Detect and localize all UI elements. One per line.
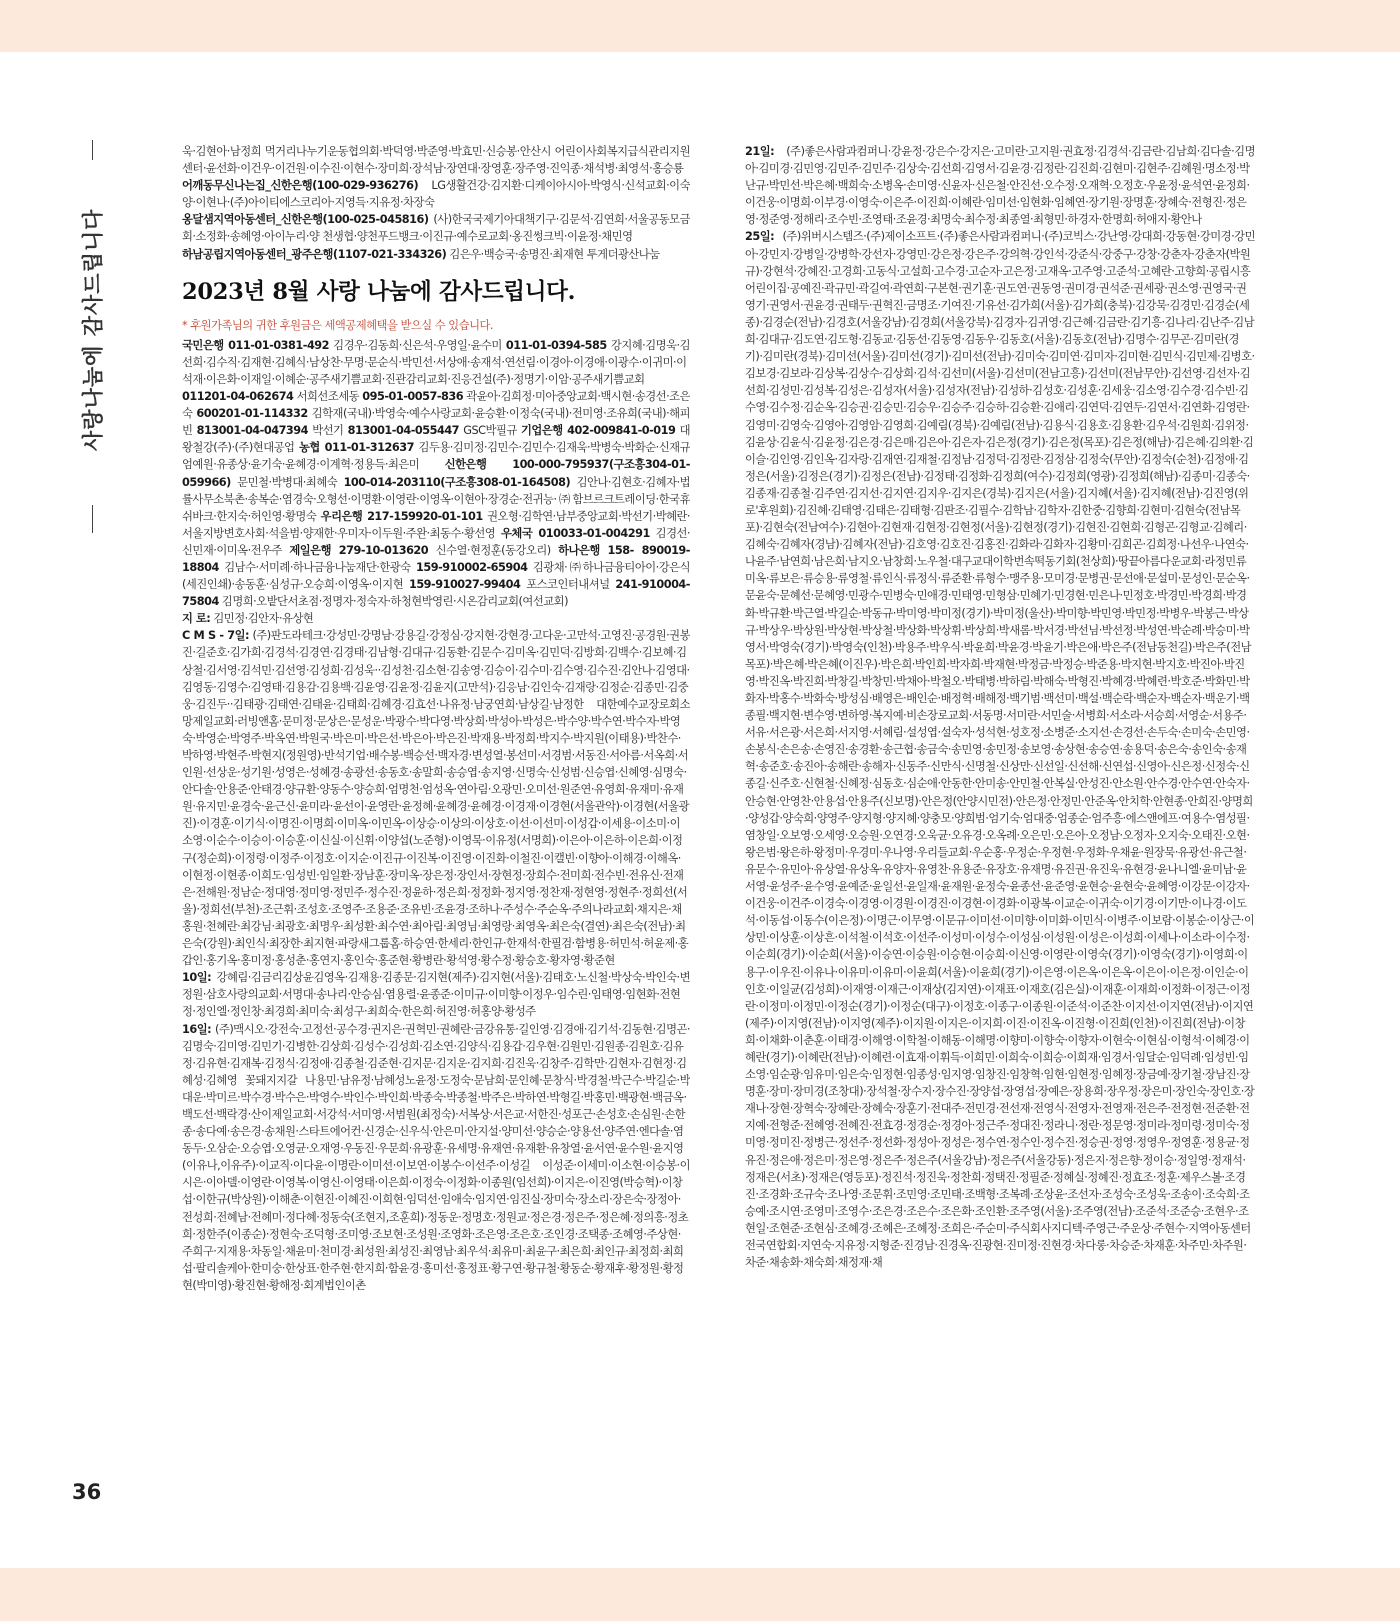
tax-notice: * 후원가족님의 귀한 후원금은 세액공제혜택을 받으실 수 있습니다. (182, 318, 494, 332)
intro-paragraph: 하남공립지역아동센터_광주은행(1107-021-334326) 김은우·백승국·송명진·최재현 투게더광산나눔 (182, 247, 660, 261)
intro-paragraph: 어깨동무신나는집_신한은행(100-029-936276) LG생활건강·김지환·디케이아시아·박영식·신석교회·이숙양·이현나·(주)아이티에스코리아·지영득·지유정·차장숙 (182, 179, 690, 210)
side-rule-top (92, 140, 93, 160)
cms-7-paragraph: C M S - 7일: (주)판도라테크·강성민·강명남·강용길·강정심·강지현·강현경·고다운·고만석·고영진·공경원·권봉진·길준호·김가희·김경석·김경연·김경태·김남형·김대규·김동환·김문수·김미옥·김민덕·김방희·김백수·김보혜·김상철·김서영·김석민·김선영·김성희·김성욱··김성천·김소현·김송영·김승이·김수미·김수영·김수진·김안나·김영대·김영동·김영수·김영태·김용감·김용백·김윤영·김윤정·김윤지(고만석)·김응남·김인숙·김재랑·김정순·김종민·김중웅·김진두··김태광·김태연·김태윤·김태희·김혜경·김효선·나유정·남궁연희·남상길·남정한 대한예수교장로회소망제일교회·러빙앤홈·문미정·문상은·문성운·박광수·박다영·박상희·박성아·박성은·박수양·박수연·박수자·박영숙·박영순·박영주·박옥연·박원국·박은미·박은선·박은아·박은진·박재용·박정희·박지수·박지원(이태용)·박찬수·박하영·박현주·박현지(정원영)·반석기업·배수봉·백승선·백자경·변성열·봉선미·서경범·서동진·서아름·서옥희·서인원·선상운·성기원·성영은·성혜경·송광선·송동호·송말희·송승엽·송지영·신명숙·신성범·신승엽·신혜영·심명숙·안다솔·안용준·안태경·양규환·양동수·양승희·엄명천·엄성옥·연아림·오광민·오미선·원준연·유영희·유재미·유재원·유지민·윤경숙·윤근신·윤미라·윤선이·윤영란·윤정혜·윤혜경·윤혜경·이경재·이경현(서울관악)·이경현(서울광진)·이경훈·이기식·이명진·이명희·이미옥·이민옥·이상승·이상의·이상호·이선·이선미·이성갑·이세용·이소미·이소영·이순수·이승이·이승훈·이신실·이신휘·이양섭(노준형)·이영묵·이유정(서명희)·이은아·이은하·이은희·이정구(정순희)·이정령·이정주·이정호·이지순·이진규·이진복·이진영·이진화·이철진·이캘빈·이향아·이해경·이해옥·이현정·이현종·이희도·임성빈·임일환·장남훈·장미옥·장은정·장인서·장현정·장희수·전미희·전수빈·전유신·전재은·전해원·정남순·정대영·정미영·정민주·정수진·정윤하·정은희·정정화·정지영·정찬재·정현영·정현주·정희선(서울)·정희선(부천)·조근휘·조성호·조영주·조용준·조유빈·조윤경·조하나·주성수·주순옥·주의나라교회·채지은·채홍원·천혜란·최강님·최광호·최명우·최성환·최수연·최아림·최영님·최영랑·최영옥·최은숙(결연)·최은숙(전남)·최은숙(강원)·최인식·최장한·최지현·파랑새그룹홈·하승연·한세리·한인규·한재석·한필검·함병용·허민석·허윤제·홍갑인·홍기옥·홍미정·홍성춘·홍연지·홍인숙·홍준현·황병란·황석영·황수정·황승호·황자영·황준현 (182, 629, 690, 968)
bank-donors-paragraph: 국민은행 011-01-0381-492 김경우·김동희·신은석·우영일·윤수미 011-01-0394-585 강지혜·김명욱·김선희·김수직·김재현·김혜식·남상찬·무명·문순식·박민선·서상애·송재석·연선림·이경아·이경애·이광수·이귀미·이석재·이은화·이재일·이혜순·공주새기쁨교회·진관감리교회·진응건설(주)·정명기·이암·공주새기쁨교회 011201-04-062674 서희선조세동 095-01-0057-836 곽윤아·김희정·미아중앙교회·백시현·송경선·조은숙 600201-01-114332 김학재(국내)·박영숙·예수사랑교회·윤승환·이정숙(국내)·전미영·조유희(국내)·해피빈 813001-04-047394 박선기 813001-04-055447 GSC박필규 기업은행 402-009841-0-019 대왕철강(주)·(주)현대공업 농협 011-01-312637 김두용·김미정·김민수·김민수·김재욱·박병숙·박화순·신재규 엄예원·유종상·윤기숙·윤혜경·이계혁·정용득·최은미 신한은행 100-000-795937(구조흥304-01-059966) 문민철·박병대·최혜숙 100-014-203110(구조흥308-01-164508) 김안나·김현호·김혜자·법률사무소북촌·송복순·염경숙·오형선·이명환·이영란·이영옥·이현아·장경순·전귀능·㈜함브르크트레이딩·한국휴쉬바크·한지숙·허인영·황명숙 우리은행 217-159920-01-101 권오형·김학연·남부중앙교회·박선기·박혜란·서울지방변호사회·석을범·양재한·우미자·이두원·주완·최동수·황선영 우체국 010033-01-004291 김경선·신민재·이미옥·전우주 제일은행 279-10-013620 신수열·현정훈(동강오리) 하나은행 158- 890019-18804 김남수·서미례·하나금융나눔재단·한광숙 159-910002-65904 김광채·㈜하나금융티아이·강은식(세진인쇄)·송동훈·심성규·오승희·이영옥·이지현 159-910027-99404 포스코인터내셔널 241-910004-75804 김명희·오밭단서초점·정명자·정숙자·하청현박영린·시온감리교회(여선교회) (182, 338, 690, 609)
intro-paragraph: 욱·김현아·남정희 먹거리나누기운동협의회·박덕영·박준영·박효민·신승봉·안산시 어린이사회복지급식관리지원센터·윤선화·이건우·이건원·이수진·이현수·장미희·장석남·장연대·장영훈·장주영·진익종·채석병·최영석·홍승룡 (182, 145, 690, 176)
main-title: 2023년 8월 사랑 나눔에 감사드립니다. (182, 278, 576, 305)
cms-21-paragraph: 21일: (주)좋은사람과컴퍼니·강윤정·강은수·강지은·고미란·고지원·권효정·김경석·김금란·김남희·김다솔·김명아·김미경·김민영·김민주·김민주·김상숙·김선희·김영서·김윤경·김정란·김진희·김현미·김현주·김혜원·명소정·박난규·박민선·박은혜·백희숙·소병옥·손미영·신윤자·신은철·안진선·오수정·오재혁·오정호·우윤정·윤석연·윤정희·이건웅·이명희·이부경·이영숙·이은주·이진희·이혜란·임미선·임현화·임혜연·장기원·장명훈·장혜숙·전형진·정은영·정준영·정해리·조수빈·조영태·조윤경·최명숙·최수정·최종열·최형민·하경자·한명희·허애지·황안나 (745, 145, 1255, 227)
cms-10-paragraph: 10일: 강혜림·김금리김상윤김영옥·김재용·김종문·김지현(제주)·김지현(서울)·김태호·노신철·박상숙·박인숙·변정원·삼호사랑의교회·서명대·송나리·안승심·염용렬·윤종준·이미규·이미향·이정우·임수린·임태영·임현화·전현정·정인엘·정인창·최경희·최미숙·최성구·최희숙·한은희·허진영·허홍양·황성주 (182, 971, 690, 1019)
top-band (0, 0, 1400, 52)
giro-paragraph: 지 로: 김민정·김안자·유상현 (182, 612, 314, 626)
side-section-title: 사랑나눔에 감사드립니다 (81, 208, 105, 452)
cms-25-paragraph: 25일: (주)위버시스템즈·(주)제이소프트·(주)좋은사람과컴퍼니·(주)코빅스·강난영·강대희·강동현·강미경·강민아·강민지·강병일·강병학·강선자·강영민·강은정·강은주·강의혁·강인석·강준식·강중구·강창·강춘자·강춘자(박원규)·강현석·강혜진·고경희·고동식·고설희·고수경·고순자·고은정·고재옥·고주영·고준석·고혜란·고향희·공립시흥어린이집·공예진·곽규민·곽길여·곽연희·구본현·권기훈·권도연·권동영·권미경·권석준·권세광·권소영·권영국·권영기·권영서·권윤경·권태두·권혁진·금명조·기여진·기유선·김가희(서울)·김가희(충북)·김강묵·김경민·김경순(세종)·김경순(전남)·김경호(서울강남)·김경희(서울강북)·김경자·김귀영·김근혜·김금란·김기흥·김나리·김난주·김남희·김대규·김도연·김도형·김동교·김동선·김동영·김동우·김동호(서울)·김동호(전남)·김명수·김무곤·김미란(경기)·김미란(경북)·김미선(서울)·김미선(경기)·김미선(전남)·김미숙·김미연·김미자·김미현·김민식·김민제·김병호·김보경·김보라·김상복·김상수·김상희·김석·김선미(서울)·김선미(전남고흥)·김선미(전남무안)·김선영·김선자·김선희·김성민·김성복·김성은·김성자(서울)·김성자(전남)·김성하·김성호·김성훈·김세웅·김소영·김수경·김수빈·김수영·김수정·김순옥·김승권·김승민·김승우·김승주·김승하·김승환·김애리·김연덕·김연두·김연서·김연화·김영란·김영미·김영숙·김영아·김영암·김영희·김예림(경북)·김예림(전남)·김용식·김용호·김용환·김우석·김원희·김위정·김윤상·김윤식·김윤정·김은경·김은매·김은아·김은자·김은정(경기)·김은정(목포)·김은정(해남)·김은혜·김의환·김이슬·김인영·김인옥·김자랑·김재연·김재철·김정남·김정덕·김정란·김정삼·김정숙(무안)·김정숙(순천)·김정애·김정은(서울)·김정은(경기)·김정은(전남)·김정태·김정화·김정희(여수)·김정희(영광)·김정희(해남)·김종미·김종숙·김종재·김종철·김주연·김지선·김지연·김지우·김지은(경북)·김지은(서울)·김지혜(서울)·김지혜(전남)·김진영(위로'후원회)·김진혜·김태영·김태은·김태형·김판조·김필수·김학남·김학자·김한중·김향희·김현미·김현숙(전남목포)·김현숙(전남여수)·김현아·김현재·김현정·김현정(서울)·김현정(경기)·김현진·김현희·김형곤·김형교·김혜리·김혜숙·김혜자(경남)·김혜자(전남)·김호영·김호진·김홍진·김화라·김화자·김황미·김희곤·김희정·나선우·나연숙·나윤주·남연희·남은희·남지오·남창희·노우철·대구교대이학번속떡동기회(천상희)·땅끝아름다운교회·라정민류미옥·류보은·류승용·류영철·류인식·류정식·류준환·류형수·맹주용·모미경·문병권·문선애·문설미·문성인·문순옥·문윤숙·문혜선·문혜영·민광수·민병숙·민애경·민태영·민형삼·민혜기·민경현·민은나·민정호·박경민·박경희·박경화·박규환·박근열·박길순·박동규·박미영·박미정(경기)·박미정(울산)·박미향·박민영·박민정·박병우·박봉근·박상규·박상우·박상원·박상현·박상철·박상화·박상휘·박상희·박새롬·박서경·박선님·박선정·박성연·박순례·박승미·박영서·박영숙(경기)·박영숙(인천)·박용주·박우식·박윤희·박윤경·박윤기·박은애·박은주(전남동천길)·박은주(전남목포)·박은혜·박은혜(이진우)·박은희·박인희·박자희·박재현·박정금·박정승·박준용·박지현·박지호·박진아·박진영·박진옥·박진희·박창길·박창민·박채아·박철오·박태병·박하림·박해숙·박형진·박혜경·박혜련·박호준·박화민·박화자·박홍수·박화숙·방성심·배영은·배인순·배정혁·배해정·백기범·백선미·백설·백순락·백순자·백순자·백운기·백종필·백지현·변수영·변하영·복지예·비손장로교회·서동명·서미란·서민술·서병희·서소라·서승희·서영순·서용주·서유·서은광·서은희·서지영·서혜림·설성엽·설숙자·성석현·성호정·소병준·소지선·손경선·손두숙·손미숙·손민영·손봉식·손은송·손영진·송경환·송근협·송금숙·송민영·송민정·송보영·송상현·송승연·송용덕·송은숙·송인숙·송재혁·송준호·송진아·송해란·송해자·신동주·신만식·신명철·신상만·신선일·신선해·신연섭·신영아·신은정·신정숙·신종길·신주호·신현철·신혜정·심동호·심순애·안동한·안미송·안민철·안복실·안성진·안소원·안수경·안수연·안숙자·안승현·안영찬·안용섭·안용주(신보명)·안은정(안양시민전)·안은정·안정민·안준옥·안치학·안현종·안희진·양명희·양성갑·양숙희·양영주·양지형·양지혜·양충모·양희범·엄기숙·엄대중·엄종순·엄주흥·에스앤에프·여용수·염성필·염창일·오보영·오세영·오승원·오연경·오욱균·오유경·오옥례·오은민·오은아·오정남·오정자·오지숙·오태진·오현·왕은범·왕은하·왕정미·우경미·우나영·우리들교회·우순홍·우정순·우정현·우정화·우채윤·원장묵·유광선·유근철·유문수·유민아·유상열·유상옥·유양자·유영찬·유용준·유장호·유재명·유진권·유진욱·유현경·윤나니엘·윤미남·윤서영·윤성주·윤수영·윤예준·윤일선·윤일재·윤재원·윤정숙·윤종선·윤준영·윤현승·윤현숙·윤혜영·이강문·이강자·이건웅·이건주·이경숙·이경영·이경원·이경진·이경현·이경화·이광복·이교순·이귀숙·이기경·이기만·이나경·이도석·이동섭·이동수(이은정)·이명근·이무영·이문규·이미선·이미향·이미화·이민식·이병주·이보람·이봉순·이상근·이상민·이상훈·이상흔·이석철·이석호·이선주·이성미·이성수·이성심·이성원·이성은·이성희·이세나·이소라·이수정·이순희(경기)·이순희(서울)·이승연·이승원·이승현·이승희·이신영·이영란·이영숙(경기)·이영숙(경기)·이영희·이용구·이우진·이유나·이유미·이유미·이윤희(서울)·이윤희(경기)·이은영·이은옥·이은옥·이은이·이은정·이인순·이인호·이일균(김성희)·이재영·이재근·이재상(김지연)·이재표·이재호(김은실)·이재훈·이재희·이정화·이정근·이정란·이정미·이정민·이정순(경기)·이정순(대구)·이정호·이종구·이종원·이준석·이준찬·이지선·이지연(전남)·이지연(제주)·이지영(전남)·이지영(제주)·이지원·이지은·이지희·이진·이진옥·이진형·이진희(인천)·이진희(전남)·이창희·이채화·이춘훈·이태경·이해영·이학철·이해동·이해명·이향미·이향숙·이향자·이현숙·이현심·이형석·이혜경·이혜란(경기)·이혜란(전남)·이혜련·이효재·이휘득·이희민·이희숙·이희승·이희재·임경서·임달순·임덕례·임성빈·임소영·임순광·임유미·임은숙·임정현·임종성·임지영·임창진·임창혁·임현·임현정·임혜정·장금예·장기철·장남진·장명훈·장미·장미경(조창대)·장석철·장수지·장수진·장양섭·장영섭·장예은·장용희·장우정·장은미·장인숙·장인호·장재나·장현·장혁숙·장혜란·장혜숙·장훈기·전대주·전민경·전선재·전영식·전영자·전영재·전은주·전정현·전준환·전지예·전형준·전혜영·전혜진·전효경·정경순·정경아·정근주·정대진·정라니·정란·정문영·정미라·정미령·정미숙·정미영·정미진·정병근·정선주·정선화·정성아·정성은·정수연·정수인·정수진·정승권·정영·정영우·정영훈·정용균·정유진·정은애·정은미·정은영·정은주·정은주(서울강남)·정은주(서울강동)·정은지·정은향·정이승·정일영·정재석·정재은(서초)·정재은(영등포)·정진석·정진욱·정찬희·정택진·정필준·정혜실·정혜진·정효조·정훈·제우스볼·조경진·조경화·조규숙·조나영·조문휘·조민영·조민태·조백형·조복례·조상윤·조선자·조성숙·조성욱·조송이·조숙희·조승예·조시연·조영미·조영수·조은경·조은수·조은화·조인환·조주영(서울)·조주영(전남)·조준석·조준승·조현우·조현일·조현준·조현심·조혜경·조혜은·조혜정·조희은·주순미·주식회사지디텍·주영근·주운상·주현수·지역아동센터 전국연합회·지연숙·지유정·지형준·진경남·진경옥·진광현·진미정·진현경·차다롱·차승준·차재훈·차주민·차주원·차준·채송화·채숙희·채정재·채 (745, 230, 1255, 1270)
side-rule-bottom (92, 505, 93, 533)
cms-16-paragraph: 16일: (주)맥시오·강전숙·고정선·공수경·권지은·권혁민·권혜란·금강유통·길인영·김경애·김기석·김동현·김명곤·김명숙·김미영·김민기·김병한·김상희·김성수·김성희·김소연·김양식·김용갑·김우현·김원민·김원종·김원호·김유정·김유현·김재복·김정식·김정애·김종철·김준현·김지문·김지운·김지희·김진욱·김창주·김학만·김현자·김현정·김혜성·김혜영 꽃돼지지갈 나용민·남유정·남혜성노윤정·도정숙·문남희·문인혜·문창식·박경철·박근수·박길순·박대운·박미르·박수경·박수은·박영수·박인수·박인희·박종숙·박종철·박주은·박하연·박형길·박홍민·백광현·백금옥·백도선·백락경·산이제일교회·서강석·서미영·서범원(최정숙)·서복상·서은교·서한진·성포근·손성호·손심원·손한종·송다예·송은경·송채원·스타트에어컨·신경순·신우식·안은미·안지설·양미선·양승순·양용선·양주연·엔다솔·염동두·오삼순·오승엽·오영균·오재영·우동진·우문희·유광훈·유세명·유재연·유재환·유창열·윤서연·윤수원·윤지영(이유나,이유주)·이교직·이다윤·이명란·이미선·이보연·이봉수·이선주·이성길 이성준·이세미·이소현·이승봉·이시은·이아델·이영란·이영복·이영신·이영태·이은희·이정숙·이정화·이종원(임선희)·이지은·이진영(박승혁)·이창섭·이한규(박상원)·이해춘·이현진·이혜진·이희현·임덕선·임애숙·임지연·임진실·장미숙·장소리·장은숙·장정아·전성희·전혜남·전혜미·정다혜·정동숙(조현지,조훈희)·정동운·정명호·정원교·정은경·정은주·정은혜·정의흥·정초희·정한주(이종순)·정현숙·조덕형·조미영·조보현·조성원·조영화·조은영·조은호·조인경·조택종·조혜영·주상현·주희구·지재용·차동일·채윤미·천미경·최성원·최성진·최영남·최우석·최유미·최윤구·최은희·최인규·최정희·최희섭·팔리솔케아·한미숭·한상표·한주현·한지희·함윤경·홍미선·홍정표·황구연·황규철·황동순·황재후·황정원·황정현(박미영)·황진현·황해정·회계법인이촌 (182, 1022, 690, 1292)
page-number: 36 (72, 1480, 102, 1504)
right-column (745, 143, 1255, 1578)
intro-paragraph: 옹달샘지역아동센터_신한은행(100-025-045816) (사)한국국제기아대책기구·김문석·김연희·서울공동모금회·소정화·송혜영·아이누리·양 천생협·양천푸드뱅크·이진규·예수로교회·옹진썽크빅·이윤정·채민영 (182, 213, 690, 244)
left-column (182, 143, 690, 1578)
